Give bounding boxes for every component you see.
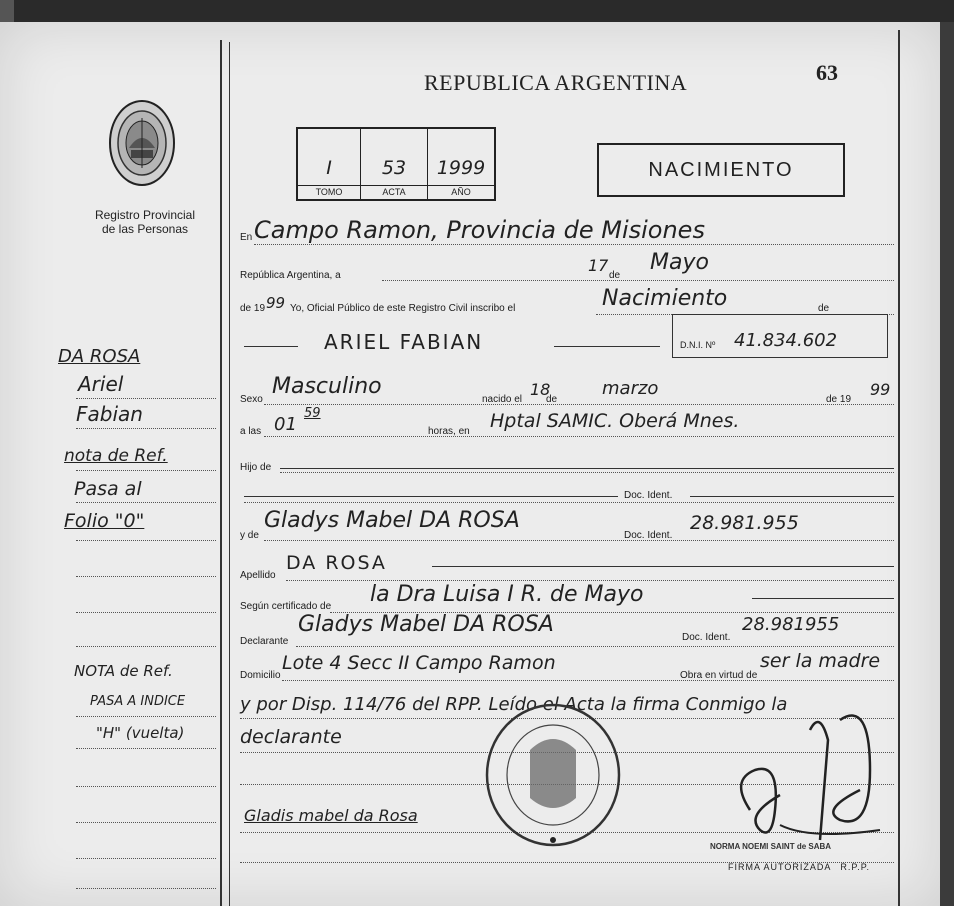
madre-doc-label: Doc. Ident. <box>624 530 673 541</box>
margin-note-1: nota de Ref. <box>64 446 168 466</box>
lugar-value: Hptal SAMIC. Oberá Mnes. <box>490 410 740 432</box>
continuation-line-a: y por Disp. 114/76 del RPP. Leído el Acta la firma Conmigo la <box>240 694 788 715</box>
nacido-year: 99 <box>870 380 891 399</box>
top-dark-border <box>0 0 954 22</box>
alas-label: a las <box>240 426 262 437</box>
horas-en-label: horas, en <box>428 426 470 437</box>
acta-label: ACTA <box>361 185 427 199</box>
inscribo-value: Nacimiento <box>602 286 728 311</box>
declarante-doc-label: Doc. Ident. <box>682 632 731 643</box>
firma-autorizada-label: FIRMA AUTORIZADA R.P.P. <box>728 862 871 872</box>
madre-value: Gladys Mabel DA ROSA <box>264 508 520 533</box>
continuation-line-b: declarante <box>240 726 342 748</box>
sexo-value: Masculino <box>272 374 382 399</box>
margin-given-2: Fabian <box>76 402 143 426</box>
de19-label: de 19 <box>826 394 852 405</box>
hijo-label: Hijo de <box>240 462 272 473</box>
declarante-label: Declarante <box>240 636 289 647</box>
domicilio-label: Domicilio <box>240 670 281 681</box>
acta-value: 53 <box>381 157 407 179</box>
tomo-label: TOMO <box>298 185 360 199</box>
page-number: 63 <box>816 60 838 85</box>
segun-label: Según certificado de <box>240 601 332 612</box>
nacido-month: marzo <box>602 378 659 399</box>
nacido-day: 18 <box>530 380 551 399</box>
document-type-box: NACIMIENTO <box>597 143 845 197</box>
madre-doc-value: 28.981.955 <box>690 512 799 534</box>
margin-note-2: Pasa al <box>74 478 142 500</box>
de-label: de <box>609 270 621 281</box>
child-name-value: ARIEL FABIAN <box>324 330 484 354</box>
republica-label: República Argentina, a <box>240 270 341 281</box>
anio-value-form: 99 <box>266 294 286 312</box>
registry-stamp-icon <box>478 700 628 850</box>
minutos-value: 59 <box>304 406 321 421</box>
month-value: Mayo <box>650 250 709 275</box>
right-dark-border <box>940 22 954 906</box>
page-title: REPUBLICA ARGENTINA <box>424 70 688 95</box>
de3-label: de <box>546 394 558 405</box>
provincial-seal-icon <box>107 98 177 188</box>
dni-value: 41.834.602 <box>734 330 838 351</box>
en-label: En <box>240 232 253 243</box>
apellido-label: Apellido <box>240 570 276 581</box>
obra-label: Obra en virtud de <box>680 670 758 681</box>
declarante-doc-value: 28.981955 <box>742 614 840 635</box>
declarante-value: Gladys Mabel DA ROSA <box>298 612 554 637</box>
oficial-label: Yo, Oficial Público de este Registro Civil inscribo el <box>290 303 516 314</box>
margin-surname: DA ROSA <box>58 346 141 367</box>
margin-note-5: PASA A INDICE <box>90 694 186 709</box>
official-name: NORMA NOEMI SAINT de SABA <box>710 842 832 851</box>
dni-label: D.N.I. Nº <box>680 340 716 350</box>
tomo-acta-anio-table <box>296 127 496 201</box>
segun-value: la Dra Luisa I R. de Mayo <box>370 582 644 607</box>
anio-prefix: de 19 <box>240 303 266 314</box>
registry-label: Registro Provincial de las Personas <box>94 208 196 236</box>
padre-doc-label: Doc. Ident. <box>624 490 673 501</box>
margin-note-3: Folio "0" <box>64 510 145 532</box>
obra-value: ser la madre <box>760 650 881 672</box>
nacido-label: nacido el <box>482 394 523 405</box>
hora-value: 01 <box>274 414 297 435</box>
domicilio-value: Lote 4 Secc II Campo Ramon <box>282 652 556 674</box>
apellido-value: DA ROSA <box>286 552 387 574</box>
margin-note-4: NOTA de Ref. <box>74 662 173 680</box>
tomo-value: I <box>326 157 332 179</box>
declarant-signature: Gladis mabel da Rosa <box>244 806 418 825</box>
sexo-label: Sexo <box>240 394 263 405</box>
en-value: Campo Ramon, Provincia de Misiones <box>254 216 705 244</box>
anio-label: AÑO <box>428 185 494 199</box>
official-signature-icon <box>720 700 900 860</box>
y-de-label: y de <box>240 530 259 541</box>
anio-value: 1999 <box>436 157 486 179</box>
day-value: 17 <box>588 256 609 275</box>
de2-label: de <box>818 303 830 314</box>
margin-note-6: "H" (vuelta) <box>96 724 185 742</box>
margin-given-1: Ariel <box>78 372 124 396</box>
